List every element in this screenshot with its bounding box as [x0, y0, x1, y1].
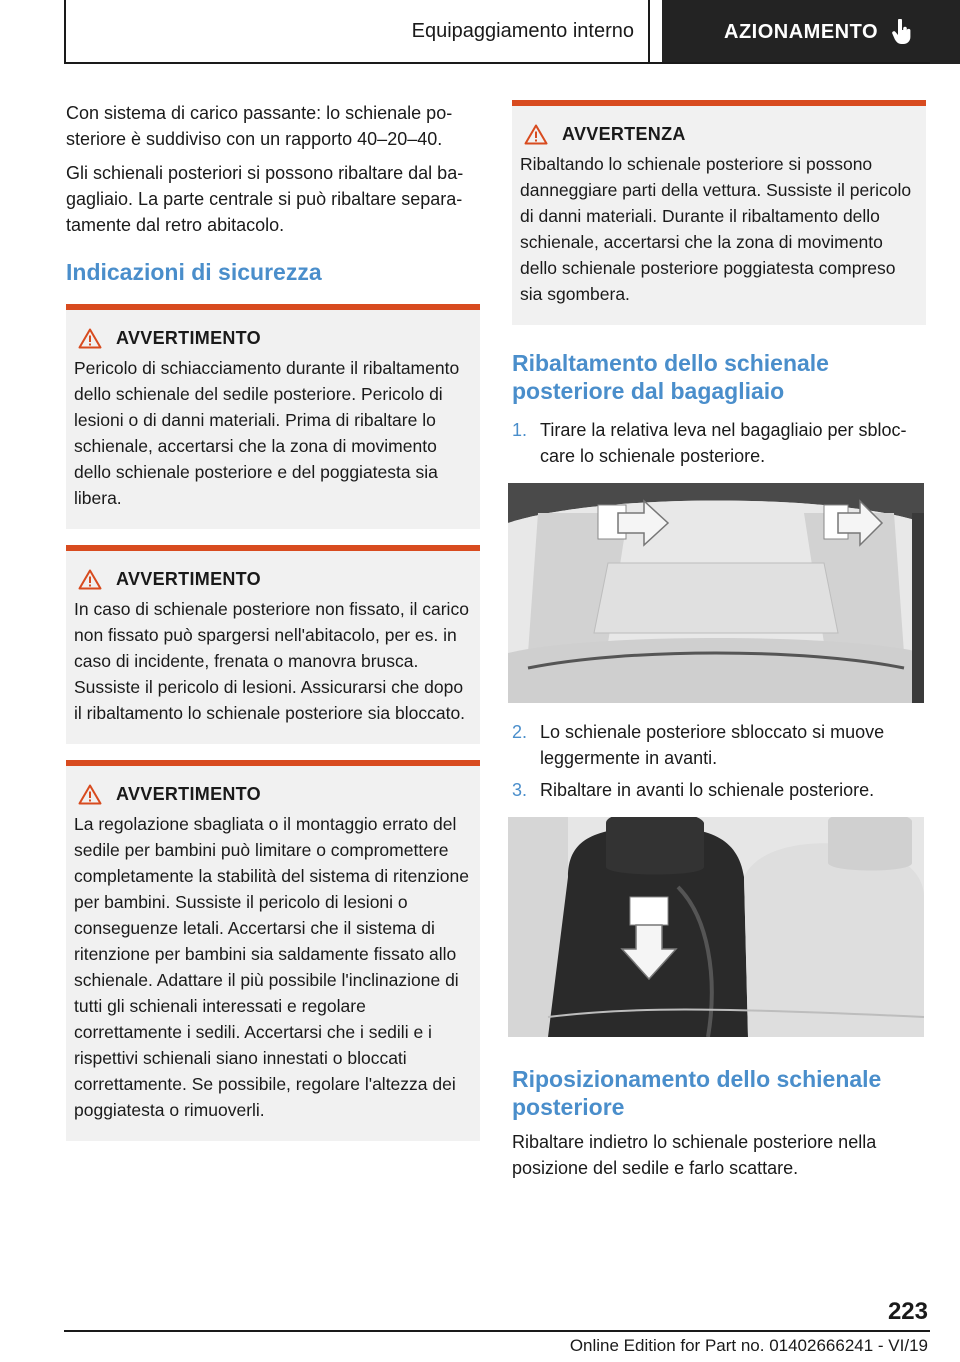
warning-title-2: [74, 569, 472, 590]
header-section-title: Equipaggiamento interno: [411, 19, 634, 42]
warning-text-1: Pericolo di schiacciamento durante il ribaltamento dello schienale del sedile posteriore. Pericolo di lesioni o di danni materiali. Prima di ribaltare lo schienale, accertarsi che la zona di movimento dello schienale posteriore e del poggiatesta sia libera.: [74, 358, 460, 508]
header-rule: [64, 62, 930, 64]
warning-triangle-icon: [78, 569, 102, 590]
intro-paragraph-1: Con sistema di carico passante: lo schienale posteriore è suddiviso con un rapporto 40–20–40.: [66, 103, 453, 149]
step-text-1: Tirare la relativa leva nel bagagliaio per sbloccare lo schienale posteriore.: [540, 420, 907, 466]
warning-triangle-icon: [78, 328, 102, 349]
steps-list-2: [512, 719, 926, 803]
left-column: [66, 100, 480, 1157]
warning-box-3: [66, 760, 480, 1141]
step-item-3: [512, 777, 926, 803]
header-divider: [648, 0, 650, 64]
footer-edition: Online Edition for Part no. 01402666241 - VI/19: [569, 1336, 928, 1355]
step-number-1: 1.: [512, 420, 528, 440]
warning-box-1: [66, 304, 480, 529]
trunk-photo: [508, 483, 924, 703]
notice-title: [520, 124, 918, 145]
safety-heading: Indicazioni di sicurezza: [66, 259, 322, 285]
warning-title-2-text: AVVERTIMENTO: [116, 569, 261, 589]
step-text-3: Ribaltare in avanti lo schienale posteriore.: [540, 780, 875, 800]
footer-rule: [64, 1330, 930, 1332]
step-item-2: [512, 719, 926, 771]
fold-heading: Ribaltamento dello schienale posteriore dal bagagliaio: [512, 350, 829, 404]
right-column: [512, 100, 926, 1189]
page-number: 223: [887, 1298, 928, 1325]
notice-text: Ribaltando lo schienale posteriore si possono danneggiare parti della vettura. Sussiste il pericolo di danni materiali. Durante il ribaltamento dello schienale, accertarsi che la zona di movimento dello schienale posteriore poggiatesta compreso sia sgombera.: [520, 154, 912, 304]
reposition-heading: Riposizionamento dello schienale posteriore: [512, 1066, 882, 1120]
header-chapter-label: AZIONAMENTO: [724, 20, 879, 43]
warning-title-3-text: AVVERTIMENTO: [116, 784, 261, 804]
rear-seat-photo: [508, 817, 924, 1037]
header-chapter-tab[interactable]: [662, 0, 960, 64]
warning-triangle-icon: [78, 784, 102, 805]
warning-title-3: [74, 784, 472, 805]
warning-title-1: [74, 328, 472, 349]
step-number-3: 3.: [512, 780, 528, 800]
warning-box-2: [66, 545, 480, 744]
step-item-1: [512, 417, 926, 469]
warning-text-2: In caso di schienale posteriore non fissato, il carico non fissato può spargersi nell'abitacolo, per es. in caso di incidente, frenata o manovra brusca. Sussiste il pericolo di lesioni. Assicurarsi che dopo il ribaltamento lo schienale posteriore sia bloccato.: [74, 599, 469, 723]
steps-list-1: [512, 417, 926, 469]
warning-title-1-text: AVVERTIMENTO: [116, 328, 261, 348]
step-number-2: 2.: [512, 722, 528, 742]
step-text-2: Lo schienale posteriore sbloccato si muove leggermente in avanti.: [540, 722, 885, 768]
warning-triangle-icon: [524, 124, 548, 145]
reposition-text: Ribaltare indietro lo schienale posteriore nella posizione del sedile e farlo scattare.: [512, 1132, 877, 1178]
intro-paragraph-2: Gli schienali posteriori si possono ribaltare dal bagagliaio. La parte centrale si può ribaltare separatamente dal retro abitacolo.: [66, 163, 464, 235]
notice-box: [512, 100, 926, 325]
notice-title-text: AVVERTENZA: [562, 124, 686, 144]
hand-pointer-icon: [892, 19, 912, 45]
warning-text-3: La regolazione sbagliata o il montaggio errato del sedile per bambini può limitare o compromettere completamente la stabilità del sistema di ritenzione per bambini. Sussiste il pericolo di lesioni o conseguenze letali. Accertarsi che il sistema di ritenzione per bambini sia saldamente fissato allo schienale. Adattare il più possibile l'inclinazione di tutti gli schienali interessati e regolare correttamente i sedili. Accertarsi che i sedili e i rispettivi schienali siano innestati o bloccati correttamente. Se possibile, regolare l'altezza dei poggiatesta o rimuoverli.: [74, 814, 469, 1120]
